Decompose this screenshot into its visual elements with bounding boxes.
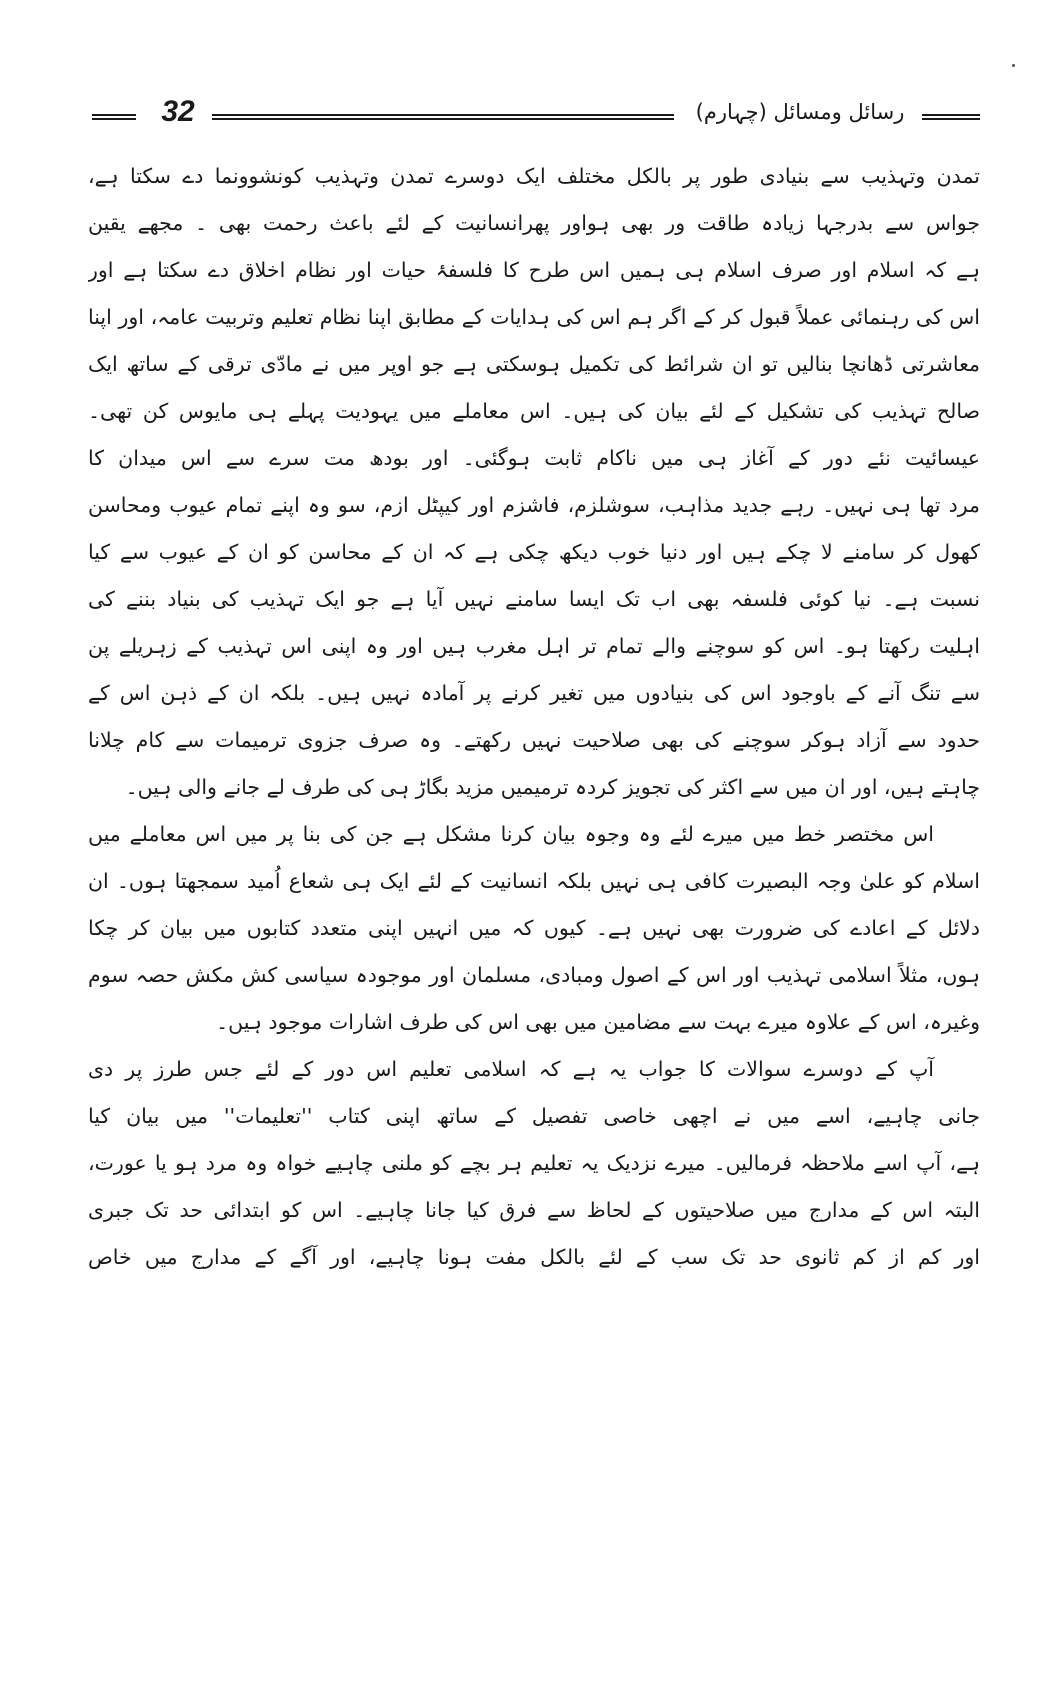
text-line: سے تنگ آنے کے باوجود اس کی بنیادوں میں تغیر کرنے پر آمادہ نہیں ہیں۔ بلکہ ان کے ذہن اس کے xyxy=(88,681,980,705)
text-line: معاشرتی ڈھانچا بنالیں تو ان شرائط کی تکمیل ہوسکتی ہے جو اوپر میں نے مادّی ترقی کے ساتھ ایک xyxy=(88,352,980,376)
text-line: نسبت ہے۔ نیا کوئی فلسفہ بھی اب تک ایسا سامنے نہیں آیا ہے جو ایک تہذیب کی بنیاد بننے کی xyxy=(88,587,980,611)
text-line: چاہتے ہیں، اور ان میں سے اکثر کی تجویز کردہ ترمیمیں مزید بگاڑ ہی کی طرف لے جانے والی ہیں۔ xyxy=(125,775,980,799)
text-line: البتہ اس کے مدارج میں صلاحیتوں کے لحاظ سے فرق کیا جانا چاہیے۔ اس کو ابتدائی حد تک جبری xyxy=(88,1198,980,1222)
text-line: صالح تہذیب کی تشکیل کے لئے بیان کی ہیں۔ اس معاملے میں یہودیت پہلے ہی مایوس کن تھی۔ xyxy=(88,399,980,423)
text-line: ہے کہ اسلام اور صرف اسلام ہی ہمیں اس طرح کا فلسفۂ حیات اور نظام اخلاق دے سکتا ہے اور xyxy=(88,258,980,282)
running-title: رسائل ومسائل (چہارم) xyxy=(695,100,905,124)
text-line: جانی چاہیے، اسے میں نے اچھی خاصی تفصیل کے ساتھ اپنی کتاب ''تعلیمات'' میں بیان کیا xyxy=(88,1104,980,1128)
text-line: اہلیت رکھتا ہو۔ اس کو سوچنے والے تمام تر اہل مغرب ہیں اور وہ اپنی اس تہذیب کے زہریلے پن xyxy=(88,634,980,658)
text-line: ہوں، مثلاً اسلامی تہذیب اور اس کے اصول ومبادی، مسلمان اور موجودہ سیاسی کش مکش حصہ سوم xyxy=(88,963,980,987)
text-line: اس مختصر خط میں میرے لئے وہ وجوہ بیان کرنا مشکل ہے جن کی بنا پر میں اس معاملے میں xyxy=(88,822,934,846)
header-rule-middle xyxy=(212,114,674,120)
text-line: جواس سے بدرجہا زیادہ طاقت ور بھی ہواور پھرانسانیت کے لئے باعث رحمت بھی ۔ مجھے یقین xyxy=(88,211,980,235)
text-line: اور کم از کم ثانوی حد تک سب کے لئے بالکل مفت ہونا چاہیے، اور آگے کے مدارج میں خاص xyxy=(88,1245,980,1269)
text-line: وغیرہ، اس کے علاوہ میرے بہت سے مضامین میں بھی اس کی طرف اشارات موجود ہیں۔ xyxy=(216,1010,980,1034)
text-line: عیسائیت نئے دور کے آغاز ہی میں ناکام ثابت ہوگئی۔ اور بودھ مت سرے سے اس میدان کا xyxy=(88,446,980,470)
text-line: مرد تھا ہی نہیں۔ رہے جدید مذاہب، سوشلزم، فاشزم اور کیپٹل ازم، سو وہ اپنے تمام عیوب ومحاسن xyxy=(88,493,980,517)
text-line: دلائل کے اعادے کی ضرورت بھی نہیں ہے۔ کیوں کہ میں انہیں اپنی متعدد کتابوں میں بیان کر چکا xyxy=(88,916,980,940)
scan-speck xyxy=(1012,64,1015,67)
page-header xyxy=(92,92,980,132)
header-rule-right xyxy=(922,114,980,120)
text-line: تمدن وتہذیب سے بنیادی طور پر بالکل مختلف ایک دوسرے تمدن وتہذیب کونشوونما دے سکتا ہے، xyxy=(88,164,980,188)
text-line: آپ کے دوسرے سوالات کا جواب یہ ہے کہ اسلامی تعلیم اس دور کے لئے جس طرز پر دی xyxy=(88,1057,934,1081)
text-line: اسلام کو علیٰ وجہ البصیرت کافی ہی نہیں بلکہ انسانیت کے لئے ایک ہی شعاع اُمید سمجھتا ہوں۔ ان xyxy=(88,869,980,893)
text-line: کھول کر سامنے لا چکے ہیں اور دنیا خوب دیکھ چکی ہے کہ ان کے محاسن کو ان کے عیوب سے کیا xyxy=(88,540,980,564)
header-rule-left xyxy=(92,114,136,120)
body-text xyxy=(88,153,980,1281)
text-line: اس کی رہنمائی عملاً قبول کر کے اگر ہم اس کی ہدایات کے مطابق اپنا نظام تعلیم وتربیت عامہ، اور اپنا xyxy=(88,305,980,329)
text-line: ہے، آپ اسے ملاحظہ فرمالیں۔ میرے نزدیک یہ تعلیم ہر بچے کو ملنی چاہیے خواہ وہ مرد ہو یا عورت، xyxy=(88,1151,980,1175)
text-line: حدود سے آزاد ہوکر سوچنے کی بھی صلاحیت نہیں رکھتے۔ وہ صرف جزوی ترمیمات سے کام چلانا xyxy=(88,728,980,752)
page-number: 32 xyxy=(161,95,195,128)
